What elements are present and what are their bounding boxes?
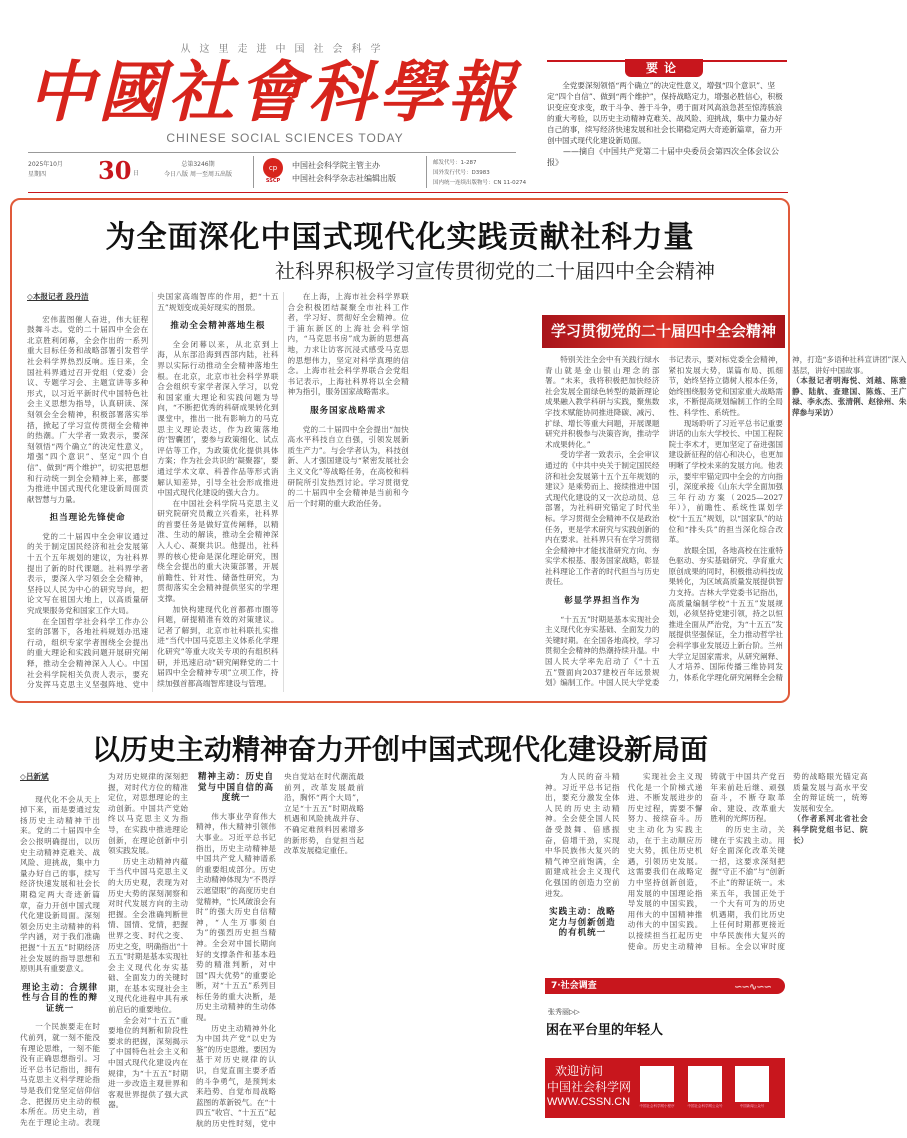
yaolun-box	[547, 60, 787, 167]
lead-headline[interactable]: 为全面深化中国式现代化实践贡献社科力量	[105, 220, 695, 255]
section-subheading: 精神主动：历史自觉与中国自信的高度统一	[197, 772, 274, 804]
qr-caption: 中国社会科学网小程序	[639, 1104, 675, 1108]
cn-code: 国内统一连续出版物号：CN 11-0274	[433, 180, 527, 186]
qr-caption: 中国新闻公众号	[739, 1104, 765, 1108]
codes-block	[433, 158, 526, 188]
paragraph: 的历史主动，关键在于实践主动。用好全面深化改革关键一招，这要求深刻把握“守正不渝”与“创新不止”的辩证统一。未来五年，我国正处于一个大有可为的历史机遇期，我们比历史上任何时期都更接近中华民族伟大复兴的目标。全会以审时度势的战略眼光锚定高质量发展与高水平安全的辩证统一，统筹发展和安全。	[710, 772, 868, 951]
divider	[253, 156, 254, 188]
yaolun-tag: 要论	[625, 59, 703, 77]
masthead-english: CHINESE SOCIAL SCIENCES TODAY	[166, 131, 404, 145]
section-subheading: 理论主动：合规律性与合目的性的辩证统一	[21, 982, 98, 1014]
paragraph: 现场聆听了习近平总书记重要讲话的山东大学校长、中国工程院院士李术才，更加坚定了奋进强国建设新征程的信心和决心，也更加明晰了学校未来的发展方向。他表示，要牢牢锚定四中全会的方向指引，深度承接《山东大学全面加强三年行动方案（2025—2027年）》，前瞻性、系统性谋划学校“十五五”规划，以“国家队”的站位和“排头兵”的担当深化综合改革。	[668, 418, 783, 545]
divider	[28, 192, 788, 193]
qr-code-icon[interactable]	[687, 1066, 723, 1108]
paragraph: 加快构建现代化首都都市圈等问题，研提精准有效的对策建议。记者了解到，北京市社科联扎实推进“当代中国马克思主义体系化学理化研究”等重大攻关专项的有组织科研，并迅速启动“研究阐释党的二十届四中全会精神专项”立项工作，持续加强首都高端智库建设与管理。	[157, 604, 279, 688]
weekday: 星期四	[28, 171, 47, 178]
paragraph: 全会闭幕以来，从北京到上海，从东部沿海到西部内陆，社科界以实际行动推动全会精神落地生根。在北京，北京市社会科学界联合会组织专家学者深入学习，以党和国家重大理论和实践问题为导向，“不断把优秀的科研成果转化到课堂中，推出一批有影响力的马克思主义理论表达，作为政策落地的‘智囊团’，要参与政策细化、试点评估等工作，为政策优化提供具体方案；作为社会共识的‘凝聚器’，要通过学术文章、科普作品等形式消解认知差异，引导全社会形成推进中国式现代化建设的强大合力。	[157, 339, 279, 498]
paragraph: 在全国哲学社会科学工作办公室的部署下，各地社科规划办迅速行动，组织专家学者围绕全会提出的重大理论和实践问题开展研究阐释，推动全会精神深入人心。中国社会科学院相关负责人表示，要充分发挥马克思主义坚强阵地、党中央国家高端智库的作用，把“十五五”规划变成美好现实的图景。	[27, 292, 279, 690]
contributor-note: （作者系河北省社会科学院党组书记、院长）	[792, 814, 868, 845]
paragraph: 在上海，上海市社会科学界联合会积极团结凝聚全市社科工作者，学习好、贯彻好全会精神。位于浦东新区的上海社会科学馆内，“马克思书房”成为新的思想高地，力求让访客沉浸式感受马克思的思想伟力，坚定对科学真理的信念。上海市社会科学界联合会党组书记表示，上海社科界将以全会精神为指引，服务国家战略需求。	[287, 292, 409, 397]
paragraph: 在中国社会科学院马克思主义研究院研究员戴立兴看来，社科界的首要任务是做好宣传阐释，以精准、生动的解读，推动全会精神深入人心、凝聚共识。他提出，社科界的核心使命是深化理论研究，围绕全会提出的重大决策部署，开展前瞻性、针对性、储备性研究，为贯彻落实全会精神提供坚实的学理支撑。	[157, 498, 279, 604]
paragraph: 历史主动精神内蕴于当代中国马克思主义的大历史观，表现为对历史大势的深刻洞察和对时代发展方向的主动把握。全会准确判断世情、国情、党情，把握世界之变、时代之变、历史之变，明确指出“十五五”时期是基本实现社会主义现代化夯实基础、全面发力的关键时期，在基本实现社会主义现代化进程中具有承前启后的重要地位。	[108, 856, 188, 1015]
publisher: 中国社会科学杂志社编辑出版	[292, 174, 396, 183]
foreign-code: 国外发行代号：D3983	[433, 170, 490, 176]
second-article-body-continued	[545, 772, 868, 962]
sscp-mark: cp	[263, 158, 283, 178]
masthead-slogan: 从这里走进中国社会科学	[180, 44, 390, 55]
section-7-header[interactable]	[545, 978, 785, 994]
cloud-ornament-icon: ∽∽∿∽∽	[734, 982, 771, 993]
paragraph: 全会对“十五五”重要地位的判断和阶段性要求的把握，深刻揭示了中国特色社会主义和中国式现代化建设内在规律，为“十五五”时期进一步改造主观世界和客观世界提供了强大武器。	[108, 1015, 188, 1110]
qr-code-icon[interactable]	[639, 1066, 675, 1108]
paragraph: 历史主动精神外化为中国共产党“以史为鉴”的历史思维。要因为基于对历史规律的认识，自觉直面主要矛盾的斗争勇气，是预判未来趋势、自觉布局战略蓝图的革新锐气。在“十四五”收官、“十五五”起航的历史性时刻，党中央自觉站在时代潮流最前列，改革发展最前沿，胸怀“两个大局”，立足“十五五”时期战略机遇和风险挑战并存、不确定难预料因素增多的新形势，自觉担当起改革发展稳定重任。	[196, 772, 364, 1128]
teaser-title[interactable]: 困在平台里的年轻人	[546, 1023, 664, 1038]
newspaper-logo: 中國社會科學報	[28, 53, 518, 131]
paragraph: “十五五”时期是基本实现社会主义现代化夯实基础、全面发力的关键时期。在全国各地高校，学习贯彻全会精神的热潮持续升温。中国人民大学率先启动了《“十五五”暨面向2037建校百年远景规划》编制工作。中国人民大学党委书记表示，要对标党委全会精神，紧扣发展大势，谋篇布局、抓细节，始终坚持立德树人根本任务，始终围绕服务党和国家重大战略需求，不断提高规划编制工作的全局性、科学性、系统性。	[545, 355, 783, 688]
section-subheading: 担当理论先锋使命	[49, 513, 126, 524]
issue-number: 总第3246期	[181, 161, 215, 168]
lead-article-body-continued	[545, 355, 907, 692]
contributor-note: （本报记者明海悦、刘越、陈雅静、陆航、查建国、陈炼、王广禄、李永杰、张清俐、赵徐州、朱萍参与采访）	[792, 376, 907, 417]
schedule: 今日八版 周一至周五出版	[164, 171, 232, 178]
day-suffix: 日	[133, 170, 140, 177]
paragraph: 一个民族要走在时代前列，就一刻不能没有理论思维，一刻不能没有正确思想指引。习近平总书记指出，拥有马克思主义科学理论指导是我们党坚定信仰信念、把握历史主动的根本所在。历史主动，首先在于理论主动。表现为对历史规律的深刻把握，对时代方位的精准定位，对思想理论的主动创新。中国共产党始终以马克思主义为指导，在实践中推进理论创新，在理论创新中引领实践发展。	[20, 772, 188, 1127]
sscp-logo	[260, 158, 286, 184]
lead-article-body	[27, 292, 539, 692]
issue-block	[153, 160, 243, 180]
topic-banner: 学习贯彻党的二十届四中全会精神	[542, 315, 785, 348]
paragraph: 为人民的奋斗精神。习近平总书记指出，要充分激发全体人民的历史主动精神。全会使全国人民备受鼓舞、倍感振奋，倍增干劲，实现中华民族伟大复兴的精气神空前饱满，全面建成社会主义现代化强国的创造力空前迸发。	[545, 772, 620, 898]
lead-subheadline: 社科界积极学习宣传贯彻党的二十届四中全会精神	[275, 259, 715, 283]
paragraph: 放眼全国，各地高校在注重特色驱动、夯实基础研究、孕育重大原创成果的同时，积极推动科技成果转化，为区域高质量发展提供智力支持。吉林大学党委书记指出，高质量编制学校“十五五”发展规划，必须坚持党建引领，持之以恒推进全面从严治党，为“十五五”发展提供坚强保证，全力推动哲学社会科学事业发展迈上新台阶。兰州大学立足国家需求，从研究阐释、人才培养、国际传播三维协同发力，体系化学理化研究阐释全会精神，打造“多语种社科宣讲团”深入基层，讲好中国故事。	[668, 355, 907, 682]
ad-url[interactable]: WWW.CSSN.CN	[547, 1096, 631, 1108]
section-label: 7·社会调查	[551, 981, 597, 991]
paragraph: 特别关注全会中有关践行绿水青山就是金山银山理念的部署。“未来，我将积极把加快经济社会发展全面绿色转型的最新理论成果融入教学科研与实践，聚焦数字技术赋能协同推进降碳、减污、扩绿、增长等重大问题，开展课题研究并积极参与决策咨询，推动学术成果转化。”	[545, 355, 660, 449]
cssn-ad[interactable]	[545, 1058, 785, 1118]
issue-info-strip	[28, 156, 528, 192]
publisher-block	[292, 159, 396, 185]
postal-code: 邮发代号：1-287	[433, 160, 477, 166]
section-subheading: 实践主动：战略定力与创新创造的有机统一	[549, 907, 616, 939]
byline: ◇吕新斌	[20, 772, 49, 781]
section-subheading: 服务国家战略需求	[310, 405, 387, 416]
paragraph: 实现社会主义现代化是一个阶梯式递进、不断发展进步的历史过程，需要不懈努力、接续奋斗。历史主动化为实践主动，在于主动顺应历史大势，抓住历史机遇，引领历史发展。这需要我们在战略定力中坚持创新创造，用发展的中国理论指导发展的中国实践，用伟大的中国精神推动伟大的中国实践。以接续担当扛起历史使命。历史主动精神铸就于中国共产党百年来前赴后继、顽强奋斗，不断夺取革命、建设、改革重大胜利的光辉历程。	[627, 772, 785, 951]
section-subheading: 推动全会精神落地生根	[170, 321, 266, 332]
ad-line2: 中国社会科学网	[547, 1080, 632, 1094]
section-subheading: 彰显学界担当作为	[564, 596, 641, 607]
second-headline[interactable]: 以历史主动精神奋力开创中国式现代化建设新局面	[91, 733, 708, 766]
day-number: 30	[98, 156, 132, 185]
paragraph: 现代化不会从天上掉下来，而是要通过发扬历史主动精神干出来。党的二十届四中全会公报明确提出，以历史主动精神克难关、战风险、迎挑战，集中力量办好自己的事，续写经济快速发展和社会长期稳定两大奇迹新篇章，奋力开创中国式现代化建设新局面。深刻领会历史主动精神的科学内涵，对于我们准确把握“十五五”时期经济社会发展的指导思想和原则具有重要意义。	[20, 794, 100, 974]
sscp-text: SSCP	[265, 178, 281, 184]
yaolun-text: 全党要深刻领悟“两个确立”的决定性意义，增强“四个意识”、坚定“四个自信”、做到“两个维护”，保持战略定力，增强必胜信心，积极识变应变求变，敢于斗争、善于斗争，勇于面对风高浪急甚至惊涛骇浪的重大考验，以历史主动精神克难关、战风险、迎挑战，集中力量办好自己的事，续写经济快速发展和社会长期稳定两大奇迹新篇章，奋力开创中国式现代化建设新局面。	[547, 81, 783, 145]
ad-line1: 欢迎访问	[555, 1064, 604, 1078]
byline: ◇本报记者 段丹洁	[27, 292, 89, 301]
sponsor: 中国社会科学院主管主办	[292, 161, 380, 170]
paragraph: 党的二十届四中全会审议通过的关于制定国民经济和社会发展第十五个五年规划的建议，为社科界提出了新的时代课题。社科界学者表示，要深入学习领会全会精神，坚持以人民为中心的研究导向，把论文写在祖国大地上，以高质量研究成果服务党和国家工作大局。	[27, 531, 149, 616]
divider	[426, 156, 427, 188]
qr-caption: 中国社会科学网公众号	[687, 1104, 723, 1108]
teaser-author: 张秀丽▷▷	[548, 1008, 580, 1016]
second-article-body	[20, 772, 540, 1134]
paragraph: 宏伟蓝图催人奋进，伟大征程鼓舞斗志。党的二十届四中全会在北京胜利闭幕，全会作出的一系列重大目标任务和战略部署引发哲学社会科学界热烈反响。连日来，全国社科界通过召开党组（党委）会议、专题学习会、主题宣讲等多种形式，以习近平新时代中国特色社会主义思想为指导，认真研读、深刻领会全会精神，积极部署落实举措，掀起了学习宣传贯彻全会精神的热潮。广大学者一致表示，要深刻领悟“两个确立”的决定性意义，增强“四个意识”、坚定“四个自信”、做到“两个维护”，切实把思想和行动统一到全会精神上来，都要为推进中国式现代化建设新局面贡献智慧与力量。	[27, 314, 149, 504]
paragraph: 党的二十届四中全会提出“加快高水平科技自立自强，引领发展新质生产力”。与会学者认为，科技创新、人才强国建设与“紧密发展社会主义文化”等战略任务，在高校和科研院所引发热烈讨论。学习贯彻党的二十届四中全会精神是当前和今后一个时期的重大政治任务。	[287, 424, 409, 508]
qr-code-icon[interactable]	[735, 1066, 769, 1108]
paragraph: 受访学者一致表示，全会审议通过的《中共中央关于制定国民经济和社会发展第十五个五年规划的建议》是乘势而上、接续推进中国式现代化建设的又一次总动员、总部署，为社科研究锚定了时代坐标。学习贯彻全会精神不仅是政治任务，更是学术研究与实践创新的内在要求。社科界只有在学习贯彻全会精神中才能找准研究方向、夯实学术根基、服务国家战略，彰显社科理论工作者的时代担当与历史责任。	[545, 450, 660, 587]
date-block	[28, 160, 88, 180]
paragraph: 伟大事业孕育伟大精神，伟大精神引领伟大事业。习近平总书记指出，历史主动精神是中国共产党人精神谱系的重要组成部分。历史主动精神体现为“不畏浮云遮望眼”的高度历史自觉精神，“长风破浪会有时”的强大历史自信精神，“人生万事须自为”的强烈历史担当精神。全会对中国长期向好的支撑条件和基本趋势的精准判断，对中国“四大优势”的重要论断，对“十五五”系列目标任务的重大决断，是历史主动精神的生动体现。	[196, 811, 276, 1023]
year-month: 2025年10月	[28, 161, 63, 168]
divider	[28, 152, 516, 153]
yaolun-source: ——摘自《中国共产党第二十届中央委员会第四次全体会议公报》	[547, 147, 779, 167]
